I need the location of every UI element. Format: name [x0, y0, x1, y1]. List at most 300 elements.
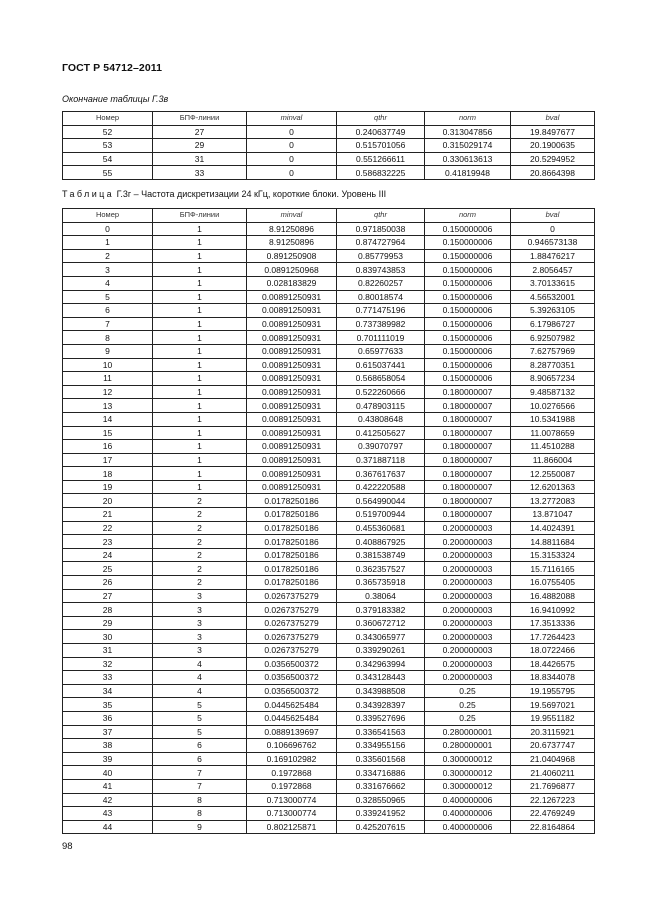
table-row — [63, 766, 595, 780]
table-cell: 22.1267223 — [511, 793, 595, 807]
table-cell: 8.91250896 — [247, 222, 337, 236]
table-cell: 41 — [63, 779, 153, 793]
table-row — [63, 698, 595, 712]
table-cell: 20.6737747 — [511, 739, 595, 753]
table-row — [63, 139, 595, 153]
table-cell: 0.150000006 — [425, 344, 511, 358]
table-cell: 0.00891250931 — [247, 467, 337, 481]
table-cell: 0.00891250931 — [247, 317, 337, 331]
table-cell: 4 — [153, 657, 247, 671]
table-cell: 16 — [63, 440, 153, 454]
table-row — [63, 820, 595, 834]
table-cell: 55 — [63, 166, 153, 180]
table-cell: 0.00891250931 — [247, 440, 337, 454]
table-cell: 0.328550965 — [337, 793, 425, 807]
table-cell: 10.5341988 — [511, 412, 595, 426]
table-cell: 39 — [63, 752, 153, 766]
table-row — [63, 125, 595, 139]
table-cell: 54 — [63, 152, 153, 166]
table-cell: 0.180000007 — [425, 399, 511, 413]
table-cell: 0.180000007 — [425, 426, 511, 440]
table-row — [63, 630, 595, 644]
table-row — [63, 249, 595, 263]
table-cell: 0.0178250186 — [247, 562, 337, 576]
table-cell: 0.00891250931 — [247, 453, 337, 467]
table-cell: 0.150000006 — [425, 263, 511, 277]
table-cell: 0.0356500372 — [247, 684, 337, 698]
table-row — [63, 644, 595, 658]
table-cell: 34 — [63, 684, 153, 698]
table-row — [63, 684, 595, 698]
table-cell: 6 — [63, 304, 153, 318]
column-header: norm — [425, 209, 511, 223]
table-cell: 0.38064 — [337, 589, 425, 603]
table-cell: 0.0178250186 — [247, 494, 337, 508]
table-cell: 0.342963994 — [337, 657, 425, 671]
table-cell: 0.200000003 — [425, 521, 511, 535]
table-cell: 0.300000012 — [425, 779, 511, 793]
table-row — [63, 317, 595, 331]
table1-header-row — [63, 112, 595, 126]
table-cell: 9 — [63, 344, 153, 358]
table-cell: 1.88476217 — [511, 249, 595, 263]
table-cell: 0.00891250931 — [247, 344, 337, 358]
table-cell: 0.180000007 — [425, 440, 511, 454]
table-cell: 0.00891250931 — [247, 331, 337, 345]
table-cell: 0.0889139697 — [247, 725, 337, 739]
table-cell: 8 — [63, 331, 153, 345]
table-cell: 0.400000006 — [425, 807, 511, 821]
table-cell: 1 — [153, 426, 247, 440]
table-cell: 0.0356500372 — [247, 671, 337, 685]
table-cell: 0.412505627 — [337, 426, 425, 440]
table-cell: 20 — [63, 494, 153, 508]
table-cell: 11.4510288 — [511, 440, 595, 454]
table-row — [63, 535, 595, 549]
page-number: 98 — [62, 841, 73, 852]
table-cell: 0 — [247, 166, 337, 180]
table-cell: 31 — [153, 152, 247, 166]
table-cell: 0.150000006 — [425, 290, 511, 304]
table-cell: 0.839743853 — [337, 263, 425, 277]
table-cell: 0.00891250931 — [247, 399, 337, 413]
table2-caption-label: Таблица — [62, 189, 115, 199]
table-cell: 3 — [153, 630, 247, 644]
table1-body — [63, 125, 595, 179]
table-cell: 0.82260257 — [337, 276, 425, 290]
table-cell: 2 — [63, 249, 153, 263]
table-row — [63, 603, 595, 617]
table-cell: 3.70133615 — [511, 276, 595, 290]
table-cell: 0.25 — [425, 711, 511, 725]
table-cell: 0.343128443 — [337, 671, 425, 685]
table-cell: 2 — [153, 508, 247, 522]
table-cell: 0.180000007 — [425, 385, 511, 399]
table-cell: 33 — [153, 166, 247, 180]
table-cell: 0.00891250931 — [247, 358, 337, 372]
table-cell: 2 — [153, 521, 247, 535]
table-cell: 0.180000007 — [425, 494, 511, 508]
table-cell: 11 — [63, 372, 153, 386]
table-cell: 20.5294952 — [511, 152, 595, 166]
table-cell: 22 — [63, 521, 153, 535]
table-cell: 0.200000003 — [425, 562, 511, 576]
table-cell: 38 — [63, 739, 153, 753]
table-row — [63, 344, 595, 358]
column-header: БПФ-линии — [153, 112, 247, 126]
table-cell: 22.8164864 — [511, 820, 595, 834]
table-cell: 5 — [153, 698, 247, 712]
table-cell: 0.802125871 — [247, 820, 337, 834]
table-cell: 18.4426575 — [511, 657, 595, 671]
table-cell: 0.150000006 — [425, 222, 511, 236]
table-cell: 0.85779953 — [337, 249, 425, 263]
table-cell: 40 — [63, 766, 153, 780]
table-row — [63, 793, 595, 807]
table-cell: 21.0404968 — [511, 752, 595, 766]
table-cell: 0.200000003 — [425, 616, 511, 630]
table-cell: 30 — [63, 630, 153, 644]
column-header: Номер — [63, 209, 153, 223]
table-cell: 18.0722466 — [511, 644, 595, 658]
table-cell: 6 — [153, 739, 247, 753]
table-cell: 2 — [153, 548, 247, 562]
table-cell: 35 — [63, 698, 153, 712]
table-cell: 0.336541563 — [337, 725, 425, 739]
table-row — [63, 276, 595, 290]
table-cell: 5 — [63, 290, 153, 304]
table-cell: 8 — [153, 793, 247, 807]
table-cell: 17.7264423 — [511, 630, 595, 644]
table-cell: 0.150000006 — [425, 236, 511, 250]
table-row — [63, 779, 595, 793]
table-cell: 0.455360681 — [337, 521, 425, 535]
table-cell: 44 — [63, 820, 153, 834]
table-cell: 12.2550087 — [511, 467, 595, 481]
table-cell: 0.615037441 — [337, 358, 425, 372]
table-cell: 0.737389982 — [337, 317, 425, 331]
table-cell: 4.56532001 — [511, 290, 595, 304]
table-cell: 1 — [153, 385, 247, 399]
table-cell: 0.200000003 — [425, 576, 511, 590]
table-cell: 1 — [153, 263, 247, 277]
table-cell: 31 — [63, 644, 153, 658]
table-row — [63, 222, 595, 236]
table-cell: 0.200000003 — [425, 548, 511, 562]
table-cell: 19.8497677 — [511, 125, 595, 139]
document-title: ГОСТ Р 54712–2011 — [62, 62, 163, 74]
table-row — [63, 589, 595, 603]
table-row — [63, 807, 595, 821]
table-cell: 13 — [63, 399, 153, 413]
table-cell: 0.200000003 — [425, 535, 511, 549]
table-row — [63, 426, 595, 440]
table-cell: 32 — [63, 657, 153, 671]
table-cell: 3 — [153, 603, 247, 617]
table-cell: 24 — [63, 548, 153, 562]
table-cell: 1 — [153, 358, 247, 372]
table-cell: 0.106696762 — [247, 739, 337, 753]
table-row — [63, 725, 595, 739]
table-cell: 0.00891250931 — [247, 290, 337, 304]
table-cell: 15.3153324 — [511, 548, 595, 562]
column-header: minval — [247, 112, 337, 126]
table-cell: 52 — [63, 125, 153, 139]
table-cell: 11.0078659 — [511, 426, 595, 440]
table-cell: 0.150000006 — [425, 276, 511, 290]
table-row — [63, 453, 595, 467]
table-cell: 0.0267375279 — [247, 644, 337, 658]
table-cell: 0.150000006 — [425, 358, 511, 372]
table-cell: 29 — [153, 139, 247, 153]
table-cell: 3 — [63, 263, 153, 277]
table-cell: 37 — [63, 725, 153, 739]
table-cell: 17.3513336 — [511, 616, 595, 630]
table-cell: 3 — [153, 616, 247, 630]
table-cell: 1 — [153, 440, 247, 454]
table-cell: 6.17986727 — [511, 317, 595, 331]
table-cell: 0.713000774 — [247, 807, 337, 821]
table-cell: 1 — [153, 453, 247, 467]
table-cell: 0.0445625484 — [247, 698, 337, 712]
table-row — [63, 562, 595, 576]
table-cell: 21.4060211 — [511, 766, 595, 780]
table-cell: 8.90657234 — [511, 372, 595, 386]
column-header: qthr — [337, 209, 425, 223]
table-cell: 0.334716886 — [337, 766, 425, 780]
table2 — [62, 208, 595, 834]
table-cell: 0.701111019 — [337, 331, 425, 345]
table-cell: 0.330613613 — [425, 152, 511, 166]
table-cell: 8.91250896 — [247, 236, 337, 250]
table-cell: 0.519700944 — [337, 508, 425, 522]
table-cell: 14.8811684 — [511, 535, 595, 549]
table-cell: 0.169102982 — [247, 752, 337, 766]
table-cell: 0.971850038 — [337, 222, 425, 236]
table-cell: 0.80018574 — [337, 290, 425, 304]
table-cell: 1 — [63, 236, 153, 250]
table-row — [63, 671, 595, 685]
table-cell: 0.339241952 — [337, 807, 425, 821]
table-cell: 9 — [153, 820, 247, 834]
table-row — [63, 739, 595, 753]
table-cell: 0.180000007 — [425, 453, 511, 467]
table-cell: 0.586832225 — [337, 166, 425, 180]
table-cell: 19.9551182 — [511, 711, 595, 725]
table-cell: 0.422220588 — [337, 480, 425, 494]
table-cell: 1 — [153, 399, 247, 413]
table-cell: 7 — [153, 766, 247, 780]
table2-header-row — [63, 209, 595, 223]
table-cell: 1 — [153, 480, 247, 494]
table-cell: 12.6201363 — [511, 480, 595, 494]
table-cell: 23 — [63, 535, 153, 549]
table-cell: 6 — [153, 752, 247, 766]
table-row — [63, 152, 595, 166]
table-cell: 22.4769249 — [511, 807, 595, 821]
table-row — [63, 304, 595, 318]
table-cell: 13.871047 — [511, 508, 595, 522]
table-row — [63, 358, 595, 372]
table-cell: 2 — [153, 535, 247, 549]
table-cell: 8 — [153, 807, 247, 821]
table-cell: 0.334955156 — [337, 739, 425, 753]
table-cell: 20.1900635 — [511, 139, 595, 153]
table-row — [63, 290, 595, 304]
table-cell: 27 — [63, 589, 153, 603]
table-cell: 10 — [63, 358, 153, 372]
table-cell: 0.515701056 — [337, 139, 425, 153]
table-row — [63, 385, 595, 399]
table-cell: 0.339527696 — [337, 711, 425, 725]
table-cell: 0.522260666 — [337, 385, 425, 399]
table-cell: 0.280000001 — [425, 739, 511, 753]
table-row — [63, 711, 595, 725]
table-cell: 0.425207615 — [337, 820, 425, 834]
table-cell: 0.240637749 — [337, 125, 425, 139]
table-cell: 0.200000003 — [425, 630, 511, 644]
table-cell: 11.866004 — [511, 453, 595, 467]
table-cell: 0.0178250186 — [247, 508, 337, 522]
table-cell: 0.200000003 — [425, 657, 511, 671]
table-row — [63, 399, 595, 413]
table-cell: 0.331676662 — [337, 779, 425, 793]
table-cell: 0.150000006 — [425, 304, 511, 318]
table-cell: 0.0267375279 — [247, 616, 337, 630]
table-cell: 0 — [511, 222, 595, 236]
table-cell: 0.946573138 — [511, 236, 595, 250]
column-header: qthr — [337, 112, 425, 126]
table-cell: 0.0445625484 — [247, 711, 337, 725]
table-cell: 0.150000006 — [425, 372, 511, 386]
table-cell: 3 — [153, 589, 247, 603]
table-cell: 0.00891250931 — [247, 372, 337, 386]
table-cell: 20.8664398 — [511, 166, 595, 180]
table-cell: 14.4024391 — [511, 521, 595, 535]
table-cell: 0.362357527 — [337, 562, 425, 576]
table-cell: 0.65977633 — [337, 344, 425, 358]
table-cell: 0.0267375279 — [247, 630, 337, 644]
table-cell: 0.379183382 — [337, 603, 425, 617]
table-cell: 0.313047856 — [425, 125, 511, 139]
column-header: Номер — [63, 112, 153, 126]
table-row — [63, 508, 595, 522]
table-cell: 19.5697021 — [511, 698, 595, 712]
table-cell: 0.365735918 — [337, 576, 425, 590]
table-cell: 0.39070797 — [337, 440, 425, 454]
table-row — [63, 494, 595, 508]
table-cell: 0.1972868 — [247, 779, 337, 793]
table-cell: 0.0267375279 — [247, 589, 337, 603]
table-cell: 0.371887118 — [337, 453, 425, 467]
table-cell: 1 — [153, 344, 247, 358]
table-cell: 18.8344078 — [511, 671, 595, 685]
table-cell: 4 — [153, 684, 247, 698]
table-cell: 0.0267375279 — [247, 603, 337, 617]
table-row — [63, 166, 595, 180]
table-cell: 0.408867925 — [337, 535, 425, 549]
table-cell: 0.0356500372 — [247, 657, 337, 671]
table-cell: 0.1972868 — [247, 766, 337, 780]
table-cell: 5.39263105 — [511, 304, 595, 318]
table-cell: 4 — [63, 276, 153, 290]
table-cell: 0.0178250186 — [247, 535, 337, 549]
table-row — [63, 616, 595, 630]
table-row — [63, 263, 595, 277]
table-cell: 1 — [153, 331, 247, 345]
table-cell: 0.400000006 — [425, 793, 511, 807]
table-cell: 25 — [63, 562, 153, 576]
table-cell: 16.4882088 — [511, 589, 595, 603]
table-row — [63, 331, 595, 345]
table-cell: 43 — [63, 807, 153, 821]
table-cell: 4 — [153, 671, 247, 685]
table-cell: 0.343065977 — [337, 630, 425, 644]
table-cell: 0.568658054 — [337, 372, 425, 386]
table-row — [63, 576, 595, 590]
table-cell: 0 — [63, 222, 153, 236]
table-cell: 0.200000003 — [425, 589, 511, 603]
table-cell: 53 — [63, 139, 153, 153]
table-cell: 0.0178250186 — [247, 576, 337, 590]
table-cell: 20.3115921 — [511, 725, 595, 739]
table2-caption — [62, 189, 386, 199]
table-cell: 0.00891250931 — [247, 480, 337, 494]
table-cell: 42 — [63, 793, 153, 807]
table1 — [62, 111, 595, 180]
table-cell: 1 — [153, 249, 247, 263]
table-cell: 0.0891250968 — [247, 263, 337, 277]
table-cell: 0.150000006 — [425, 249, 511, 263]
table-cell: 1 — [153, 276, 247, 290]
column-header: bval — [511, 112, 595, 126]
table-row — [63, 548, 595, 562]
table-cell: 1 — [153, 222, 247, 236]
table1-caption: Окончание таблицы Г.3в — [62, 94, 169, 104]
table-cell: 9.48587132 — [511, 385, 595, 399]
table-row — [63, 752, 595, 766]
table-cell: 16.9410992 — [511, 603, 595, 617]
table-cell: 0 — [247, 139, 337, 153]
table-cell: 27 — [153, 125, 247, 139]
table-cell: 13.2772083 — [511, 494, 595, 508]
table-cell: 0.43808648 — [337, 412, 425, 426]
table-cell: 12 — [63, 385, 153, 399]
table-row — [63, 657, 595, 671]
table-cell: 14 — [63, 412, 153, 426]
table-cell: 0.335601568 — [337, 752, 425, 766]
table-cell: 6.92507982 — [511, 331, 595, 345]
table-cell: 1 — [153, 236, 247, 250]
table-cell: 0.300000012 — [425, 752, 511, 766]
table-cell: 3 — [153, 644, 247, 658]
table-cell: 15 — [63, 426, 153, 440]
table-cell: 7.62757969 — [511, 344, 595, 358]
table-cell: 1 — [153, 317, 247, 331]
table-row — [63, 372, 595, 386]
table-cell: 0.200000003 — [425, 671, 511, 685]
table-cell: 0.381538749 — [337, 548, 425, 562]
table-row — [63, 236, 595, 250]
column-header: БПФ-линии — [153, 209, 247, 223]
table-cell: 5 — [153, 725, 247, 739]
table-cell: 0.0178250186 — [247, 548, 337, 562]
table-cell: 0.180000007 — [425, 467, 511, 481]
column-header: norm — [425, 112, 511, 126]
table-cell: 18 — [63, 467, 153, 481]
table-cell: 0.891250908 — [247, 249, 337, 263]
table2-caption-text: Г.3г – Частота дискретизации 24 кГц, короткие блоки. Уровень III — [114, 189, 387, 199]
